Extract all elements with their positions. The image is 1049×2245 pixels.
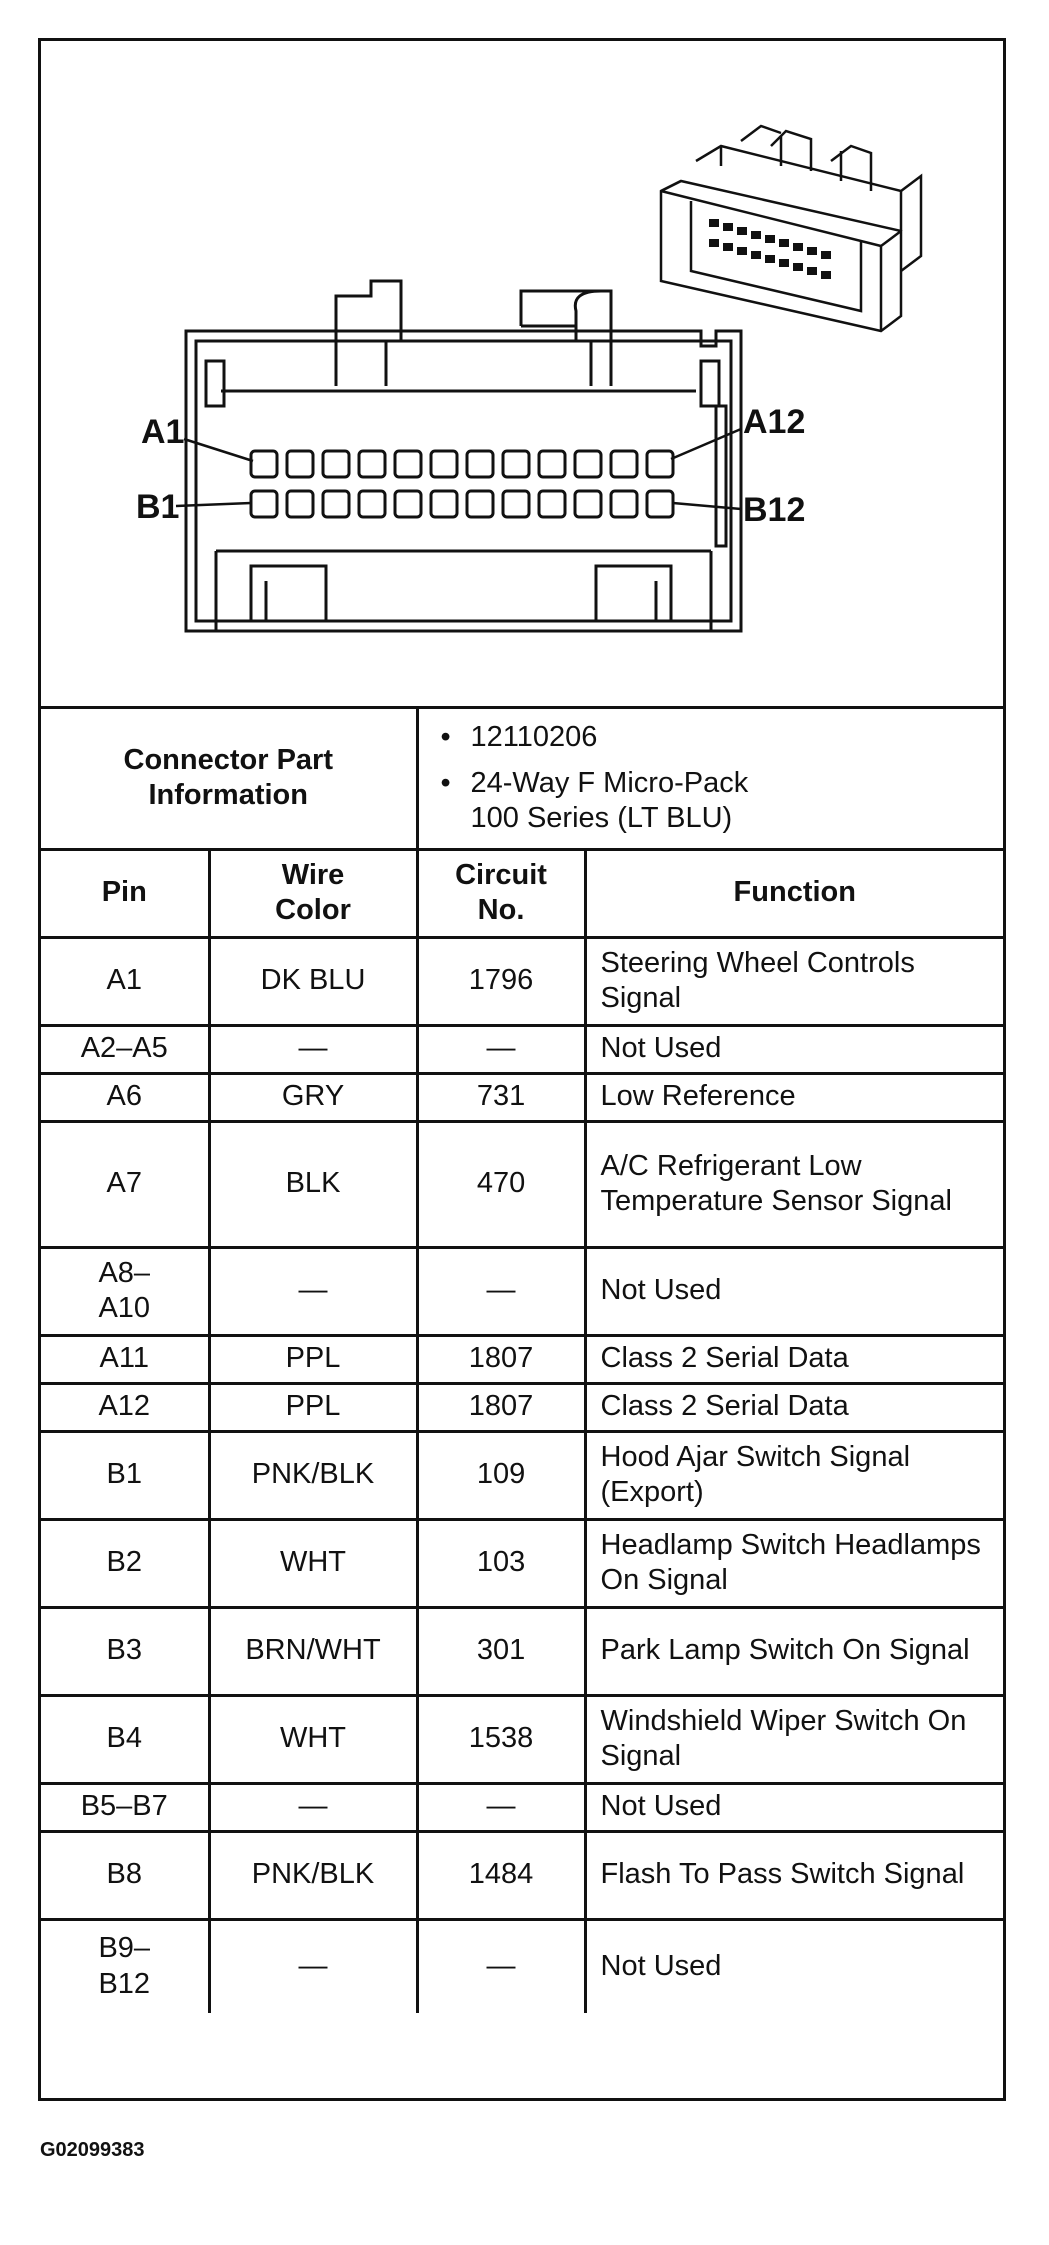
cell-function: Flash To Pass Switch Signal — [585, 1831, 1003, 1919]
cell-color: GRY — [209, 1073, 417, 1121]
table-row — [41, 1919, 1003, 2013]
cell-circuit: — — [417, 1247, 585, 1335]
cell-function: Class 2 Serial Data — [585, 1383, 1003, 1431]
cell-pin: B5–B7 — [41, 1783, 209, 1831]
cell-pin: B3 — [41, 1607, 209, 1695]
table-row — [41, 937, 1003, 1025]
cell-circuit: — — [417, 1025, 585, 1073]
row-a-cavities — [251, 451, 673, 477]
cell-pin: B1 — [41, 1431, 209, 1519]
cell-function: Class 2 Serial Data — [585, 1335, 1003, 1383]
table-row — [41, 1695, 1003, 1783]
cell-color: DK BLU — [209, 937, 417, 1025]
header-wire-color-line2: Color — [275, 894, 351, 926]
cell-function: A/C Refrigerant Low Temperature Sensor Signal — [585, 1121, 1003, 1247]
connector-diagram — [41, 41, 1003, 709]
cell-circuit: 109 — [417, 1431, 585, 1519]
connector-info-title — [41, 709, 417, 849]
table-row — [41, 1431, 1003, 1519]
cell-function: Not Used — [585, 1919, 1003, 2013]
cell-color: — — [209, 1919, 417, 2013]
label-b12: B12 — [743, 491, 806, 529]
cell-circuit: 1807 — [417, 1383, 585, 1431]
table-row — [41, 1247, 1003, 1335]
cell-color: PPL — [209, 1335, 417, 1383]
header-circuit — [417, 849, 585, 937]
cell-pin: A6 — [41, 1073, 209, 1121]
cell-circuit: 1484 — [417, 1831, 585, 1919]
cell-color: WHT — [209, 1519, 417, 1607]
title-line1: Connector Part — [123, 743, 333, 776]
cell-color: PPL — [209, 1383, 417, 1431]
cell-pin: A7 — [41, 1121, 209, 1247]
cell-function: Hood Ajar Switch Signal (Export) — [585, 1431, 1003, 1519]
connector-sheet — [38, 38, 1006, 2101]
cell-function: Headlamp Switch Headlamps On Signal — [585, 1519, 1003, 1607]
cell-color: — — [209, 1025, 417, 1073]
description-line1: • 24-Way F Micro-Pack — [471, 766, 990, 801]
table-row — [41, 1073, 1003, 1121]
cell-circuit: 1538 — [417, 1695, 585, 1783]
header-pin: Pin — [41, 849, 209, 937]
header-circuit-line2: No. — [477, 894, 525, 926]
cell-function: Not Used — [585, 1247, 1003, 1335]
cell-circuit: 470 — [417, 1121, 585, 1247]
cell-color: PNK/BLK — [209, 1431, 417, 1519]
housing-inner — [196, 341, 731, 621]
cell-function: Low Reference — [585, 1073, 1003, 1121]
cell-pin: A12 — [41, 1383, 209, 1431]
row-b-cavities — [251, 491, 673, 517]
latch-right — [575, 291, 611, 386]
connector-info-row — [41, 709, 1003, 849]
connector-drawing — [41, 41, 1003, 706]
table-row — [41, 1335, 1003, 1383]
cell-function: Windshield Wiper Switch On Signal — [585, 1695, 1003, 1783]
description-line2: 100 Series (LT BLU) — [470, 801, 733, 834]
cell-circuit: — — [417, 1783, 585, 1831]
connector-iso-view — [661, 126, 921, 331]
cell-function: Park Lamp Switch On Signal — [585, 1607, 1003, 1695]
label-a1: A1 — [141, 413, 185, 451]
connector-info-bullets — [417, 709, 1003, 849]
cell-circuit: 1796 — [417, 937, 585, 1025]
table-row — [41, 1383, 1003, 1431]
header-function: Function — [585, 849, 1003, 937]
cell-color: — — [209, 1247, 417, 1335]
label-a12: A12 — [743, 403, 806, 441]
cell-color: BRN/WHT — [209, 1607, 417, 1695]
connector-table — [41, 709, 1003, 2013]
cell-color: PNK/BLK — [209, 1831, 417, 1919]
cell-function: Not Used — [585, 1783, 1003, 1831]
table-row — [41, 1025, 1003, 1073]
housing-outline — [186, 331, 741, 631]
table-row — [41, 1121, 1003, 1247]
label-b1: B1 — [136, 488, 180, 526]
cell-pin: B8 — [41, 1831, 209, 1919]
table-row — [41, 1519, 1003, 1607]
cell-circuit: 731 — [417, 1073, 585, 1121]
cell-pin: B4 — [41, 1695, 209, 1783]
header-circuit-line1: Circuit — [455, 858, 547, 891]
cell-pin: A1 — [41, 937, 209, 1025]
cell-pin: B9–B12 — [41, 1919, 209, 2013]
cell-pin: B2 — [41, 1519, 209, 1607]
cell-function: Not Used — [585, 1025, 1003, 1073]
cell-pin: A8–A10 — [41, 1247, 209, 1335]
cell-pin: A2–A5 — [41, 1025, 209, 1073]
header-wire-color — [209, 849, 417, 937]
table-row — [41, 1783, 1003, 1831]
cell-circuit: 103 — [417, 1519, 585, 1607]
cell-pin: A11 — [41, 1335, 209, 1383]
cell-function: Steering Wheel Controls Signal — [585, 937, 1003, 1025]
table-header-row — [41, 849, 1003, 937]
figure-code: G02099383 — [40, 2139, 145, 2161]
title-line2: Information — [148, 779, 308, 812]
header-wire-color-line1: Wire — [281, 858, 345, 891]
part-number: • 12110206 — [471, 720, 990, 755]
cell-color: BLK — [209, 1121, 417, 1247]
cell-circuit: 301 — [417, 1607, 585, 1695]
cell-circuit: 1807 — [417, 1335, 585, 1383]
cell-color: WHT — [209, 1695, 417, 1783]
foot-right — [596, 566, 671, 621]
cell-color: — — [209, 1783, 417, 1831]
latch-left — [336, 281, 401, 386]
table-row — [41, 1831, 1003, 1919]
foot-left — [251, 566, 326, 621]
cell-circuit: — — [417, 1919, 585, 2013]
table-row — [41, 1607, 1003, 1695]
